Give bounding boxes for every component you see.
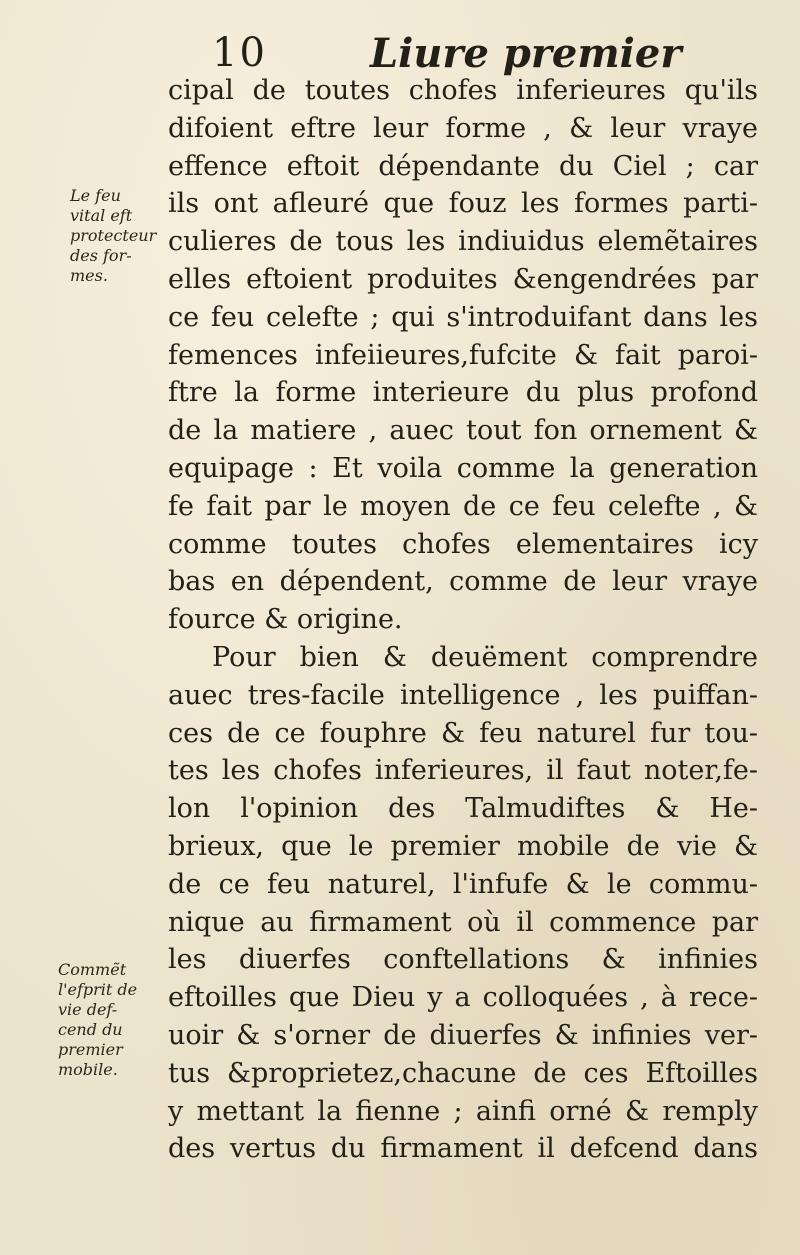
text-line: eftoilles que Dieu y a colloquées , à rece- xyxy=(168,982,758,1014)
text-line: femences infeiieures,fufcite & fait paroi- xyxy=(168,339,758,371)
margin-note-line: protecteur xyxy=(70,226,157,245)
body-text xyxy=(168,72,758,1168)
text-line: les diuerfes conftellations & infinies xyxy=(168,944,758,976)
text-line: tes les chofes inferieures, il faut noter,fe- xyxy=(168,755,758,787)
text-line: tus &proprietez,chacune de ces Eftoilles xyxy=(168,1057,758,1089)
text-line: de ce feu naturel, l'infufe & le commu- xyxy=(168,868,758,900)
text-line: bas en dépendent, comme de leur vraye xyxy=(168,566,758,598)
margin-note-line: vie def- xyxy=(58,1000,118,1019)
margin-note-line: cend du xyxy=(58,1020,123,1039)
text-line: uoir & s'orner de diuerfes & infinies ver- xyxy=(168,1019,758,1051)
text-line: ils ont afleuré que fouz les formes parti- xyxy=(168,188,758,220)
margin-note xyxy=(70,186,160,286)
text-line: ce feu celefte ; qui s'introduifant dans les xyxy=(168,301,758,333)
text-line: lon l'opinion des Talmudiftes & He- xyxy=(168,793,758,825)
text-line: y mettant la fienne ; ainfi orné & remply xyxy=(168,1095,758,1127)
text-line: des vertus du firmament il defcend dans xyxy=(168,1133,758,1165)
margin-note-line: mes. xyxy=(70,266,108,285)
margin-note-line: des for- xyxy=(70,246,132,265)
text-line: elles eftoient produites &engendrées par xyxy=(168,263,758,295)
margin-note-line: premier xyxy=(58,1040,123,1059)
text-line: difoient eftre leur forme , & leur vraye xyxy=(168,112,758,144)
text-line: equipage : Et voila comme la generation xyxy=(168,452,758,484)
text-line: auec tres-facile intelligence , les puiffan- xyxy=(168,679,758,711)
text-line: fource & origine. xyxy=(168,604,403,636)
text-line: nique au firmament où il commence par xyxy=(168,906,758,938)
text-line: de la matiere , auec tout fon ornement & xyxy=(168,415,758,447)
text-line: comme toutes chofes elementaires icy xyxy=(168,528,758,560)
text-line: effence eftoit dépendante du Ciel ; car xyxy=(168,150,758,182)
text-line: ces de ce fouphre & feu naturel fur tou- xyxy=(168,717,758,749)
margin-note-line: vital eft xyxy=(70,206,133,225)
text-line: cipal de toutes chofes inferieures qu'ils xyxy=(168,75,758,106)
page-number: 10 xyxy=(212,30,267,76)
running-title: Liure premier xyxy=(370,30,682,77)
margin-note-line: mobile. xyxy=(58,1060,118,1079)
margin-note-line: l'efprit de xyxy=(58,980,138,999)
margin-note-line: Le feu xyxy=(70,186,121,205)
text-line: fe fait par le moyen de ce feu celefte , & xyxy=(168,490,758,522)
text-line: Pour bien & deuëment comprendre xyxy=(212,641,758,673)
margin-note xyxy=(58,960,158,1080)
text-line: brieux, que le premier mobile de vie & xyxy=(168,830,758,862)
text-line: culieres de tous les indiuidus elemẽtaires xyxy=(168,226,758,258)
text-line: ftre la forme interieure du plus profond xyxy=(168,377,758,409)
margin-note-line: Commẽt xyxy=(58,960,127,979)
